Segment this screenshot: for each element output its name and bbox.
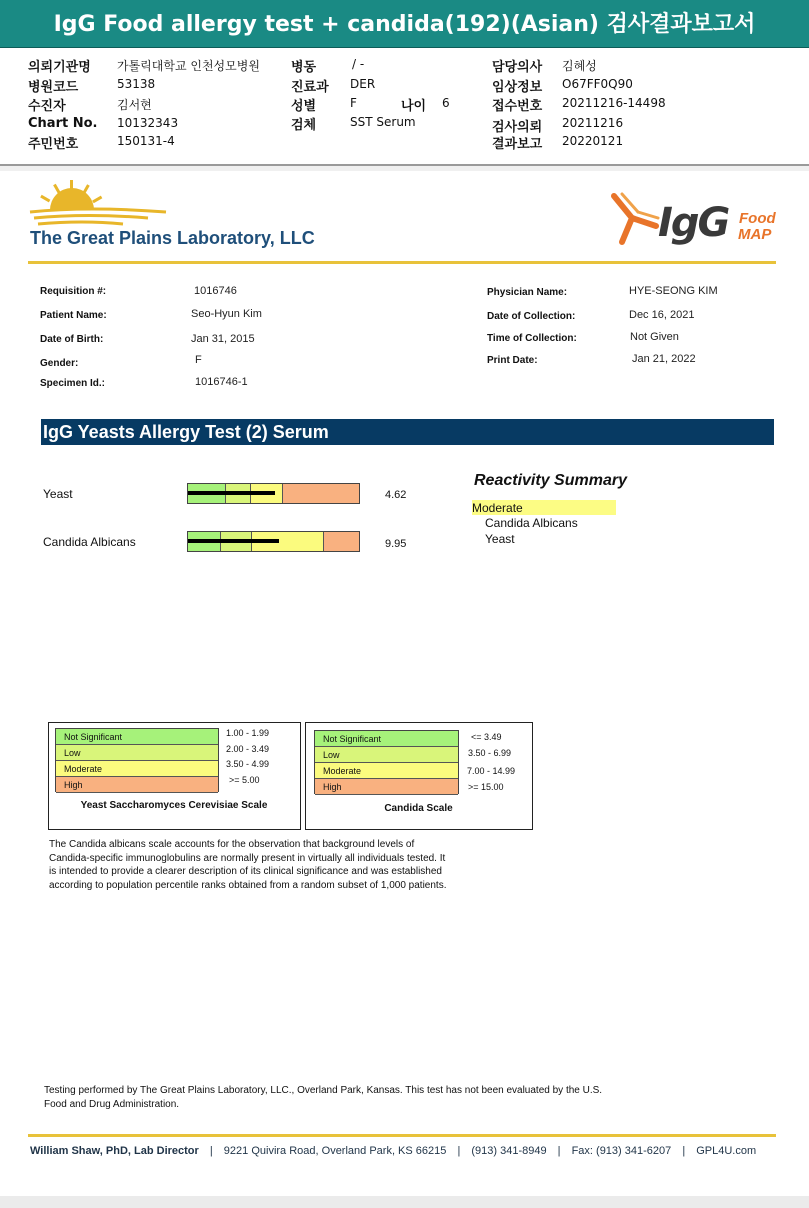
- result-bar: [187, 483, 360, 504]
- patient-value: 1016746-1: [195, 376, 248, 388]
- patient-label: Print Date:: [487, 355, 538, 366]
- yeast-scale-box: [48, 722, 301, 830]
- header-value: DER: [350, 77, 376, 91]
- header-label: 임상정보: [492, 80, 543, 95]
- header-label: 진료과: [291, 80, 329, 95]
- header-value: SST Serum: [350, 115, 416, 129]
- result-marker: [188, 491, 275, 495]
- scale-row: Moderate: [315, 763, 458, 779]
- footer-divider: [28, 1134, 776, 1137]
- igg-logo-text: IgG: [658, 200, 729, 246]
- scale-range: 3.50 - 6.99: [468, 748, 512, 758]
- header-divider-shadow: [0, 166, 809, 171]
- scale-range: <= 3.49: [471, 732, 502, 742]
- header-label: 검사의뢰: [492, 120, 543, 135]
- patient-value: Not Given: [630, 331, 679, 343]
- header-value: 53138: [117, 77, 156, 91]
- header-label: 병원코드: [28, 80, 79, 95]
- scale-range: >= 15.00: [468, 782, 504, 792]
- scale-legend: [314, 730, 459, 794]
- patient-label: Patient Name:: [40, 310, 107, 321]
- summary-item: Candida Albicans: [485, 516, 578, 530]
- result-bar: [187, 531, 360, 552]
- age-value: 6: [442, 96, 450, 110]
- scale-legend: [55, 728, 219, 792]
- header-value: 가톨릭대학교 인천성모병원: [117, 59, 260, 73]
- note-line: The Candida albicans scale accounts for the observation that background levels of: [49, 839, 415, 850]
- header-value: / -: [352, 57, 365, 71]
- lab-fax: Fax: (913) 341-6207: [571, 1145, 672, 1157]
- scale-range: 7.00 - 14.99: [467, 766, 516, 776]
- header-label: 수진자: [28, 99, 66, 114]
- header-label: 담당의사: [492, 60, 543, 75]
- lab-address: 9221 Quivira Road, Overland Park, KS 66215: [223, 1145, 447, 1157]
- patient-value: HYE-SEONG KIM: [629, 285, 718, 297]
- scale-row: Moderate: [56, 761, 218, 777]
- bottom-strip: [0, 1196, 809, 1208]
- section-title-bar: IgG Yeasts Allergy Test (2) Serum: [41, 419, 774, 445]
- sun-logo-icon: [28, 180, 178, 230]
- header-value: 10132343: [117, 116, 179, 130]
- scale-caption: Candida Scale: [384, 803, 453, 814]
- map-logo-text: MAP: [738, 226, 772, 243]
- patient-label: Requisition #:: [40, 286, 107, 297]
- scale-range: 3.50 - 4.99: [226, 759, 270, 769]
- header-label: 결과보고: [492, 137, 543, 152]
- patient-label: Date of Collection:: [487, 311, 576, 322]
- patient-label: Physician Name:: [487, 287, 568, 298]
- scale-range: 2.00 - 3.49: [226, 744, 270, 754]
- header-value: 150131-4: [117, 134, 175, 148]
- summary-item: Yeast: [485, 532, 515, 546]
- report-title-banner: IgG Food allergy test + candida(192)(Asian) 검사결과보고서: [0, 0, 809, 48]
- food-logo-text: Food: [739, 210, 776, 227]
- footer-sep: |: [682, 1145, 686, 1157]
- lab-phone: (913) 341-8949: [471, 1145, 547, 1157]
- disclaimer: [44, 1084, 684, 1111]
- scale-range: 1.00 - 1.99: [226, 728, 270, 738]
- footer-sep: |: [557, 1145, 561, 1157]
- lab-director: William Shaw, PhD, Lab Director: [30, 1145, 199, 1157]
- header-label: Chart No.: [28, 116, 98, 131]
- result-marker: [188, 539, 279, 543]
- patient-value: Jan 21, 2022: [632, 353, 696, 365]
- header-label: 성별: [291, 99, 317, 114]
- patient-label: Time of Collection:: [487, 333, 577, 344]
- footer-sep: |: [457, 1145, 461, 1157]
- lab-name: The Great Plains Laboratory, LLC: [30, 228, 315, 248]
- scale-row: Not Significant: [56, 729, 218, 745]
- patient-value: 1016746: [194, 285, 237, 297]
- header-label: 주민번호: [28, 137, 79, 152]
- patient-value: Dec 16, 2021: [629, 309, 695, 321]
- scale-row: Not Significant: [315, 731, 458, 747]
- disclaimer-line: Food and Drug Administration.: [44, 1098, 180, 1110]
- result-name: Candida Albicans: [43, 535, 136, 549]
- result-value: 9.95: [385, 538, 407, 550]
- patient-label: Gender:: [40, 358, 79, 369]
- summary-title: Reactivity Summary: [474, 472, 627, 489]
- antibody-logo-icon: [608, 190, 662, 248]
- footer-sep: |: [209, 1145, 213, 1157]
- patient-value: Jan 31, 2015: [191, 333, 255, 345]
- header-label: 의뢰기관명: [28, 60, 91, 75]
- korean-header: [0, 52, 809, 162]
- header-value: 20211216: [562, 116, 624, 130]
- patient-value: F: [195, 354, 202, 366]
- header-value: F: [350, 96, 357, 110]
- patient-label: Date of Birth:: [40, 334, 104, 345]
- candida-note: [49, 838, 509, 892]
- header-value: 20220121: [562, 134, 624, 148]
- summary-level: Moderate: [472, 501, 523, 515]
- footer: [30, 1145, 756, 1157]
- note-line: Candida-specific immunoglobulins are normally present in virtually all individuals tested. It: [49, 852, 446, 864]
- header-value: 김서현: [117, 98, 152, 112]
- patient-label: Specimen Id.:: [40, 378, 106, 389]
- scale-row: High: [56, 777, 218, 793]
- candida-scale-box: [305, 722, 533, 830]
- header-value: 20211216-14498: [562, 96, 666, 110]
- patient-value: Seo-Hyun Kim: [191, 308, 262, 320]
- note-line: according to population percentile ranks obtained from a random subset of 1,000 patients.: [49, 879, 447, 891]
- age-label: 나이: [401, 99, 427, 114]
- header-label: 검체: [291, 118, 317, 133]
- scale-row: Low: [315, 747, 458, 763]
- header-value: 김혜성: [562, 59, 597, 73]
- result-name: Yeast: [43, 487, 73, 501]
- lab-website[interactable]: GPL4U.com: [696, 1145, 757, 1157]
- header-label: 병동: [291, 60, 317, 75]
- note-line: is intended to provide a clearer description of its clinical significance and was established: [49, 866, 442, 877]
- scale-caption: Yeast Saccharomyces Cerevisiae Scale: [80, 800, 268, 811]
- scale-range: >= 5.00: [229, 775, 260, 785]
- result-value: 4.62: [385, 489, 407, 501]
- logo-divider: [28, 261, 776, 264]
- header-value: O67FF0Q90: [562, 77, 633, 91]
- scale-row: Low: [56, 745, 218, 761]
- scale-row: High: [315, 779, 458, 795]
- disclaimer-line: Testing performed by The Great Plains Laboratory, LLC., Overland Park, Kansas. This test has not been evaluated by the U.S.: [44, 1085, 603, 1096]
- header-label: 접수번호: [492, 99, 543, 114]
